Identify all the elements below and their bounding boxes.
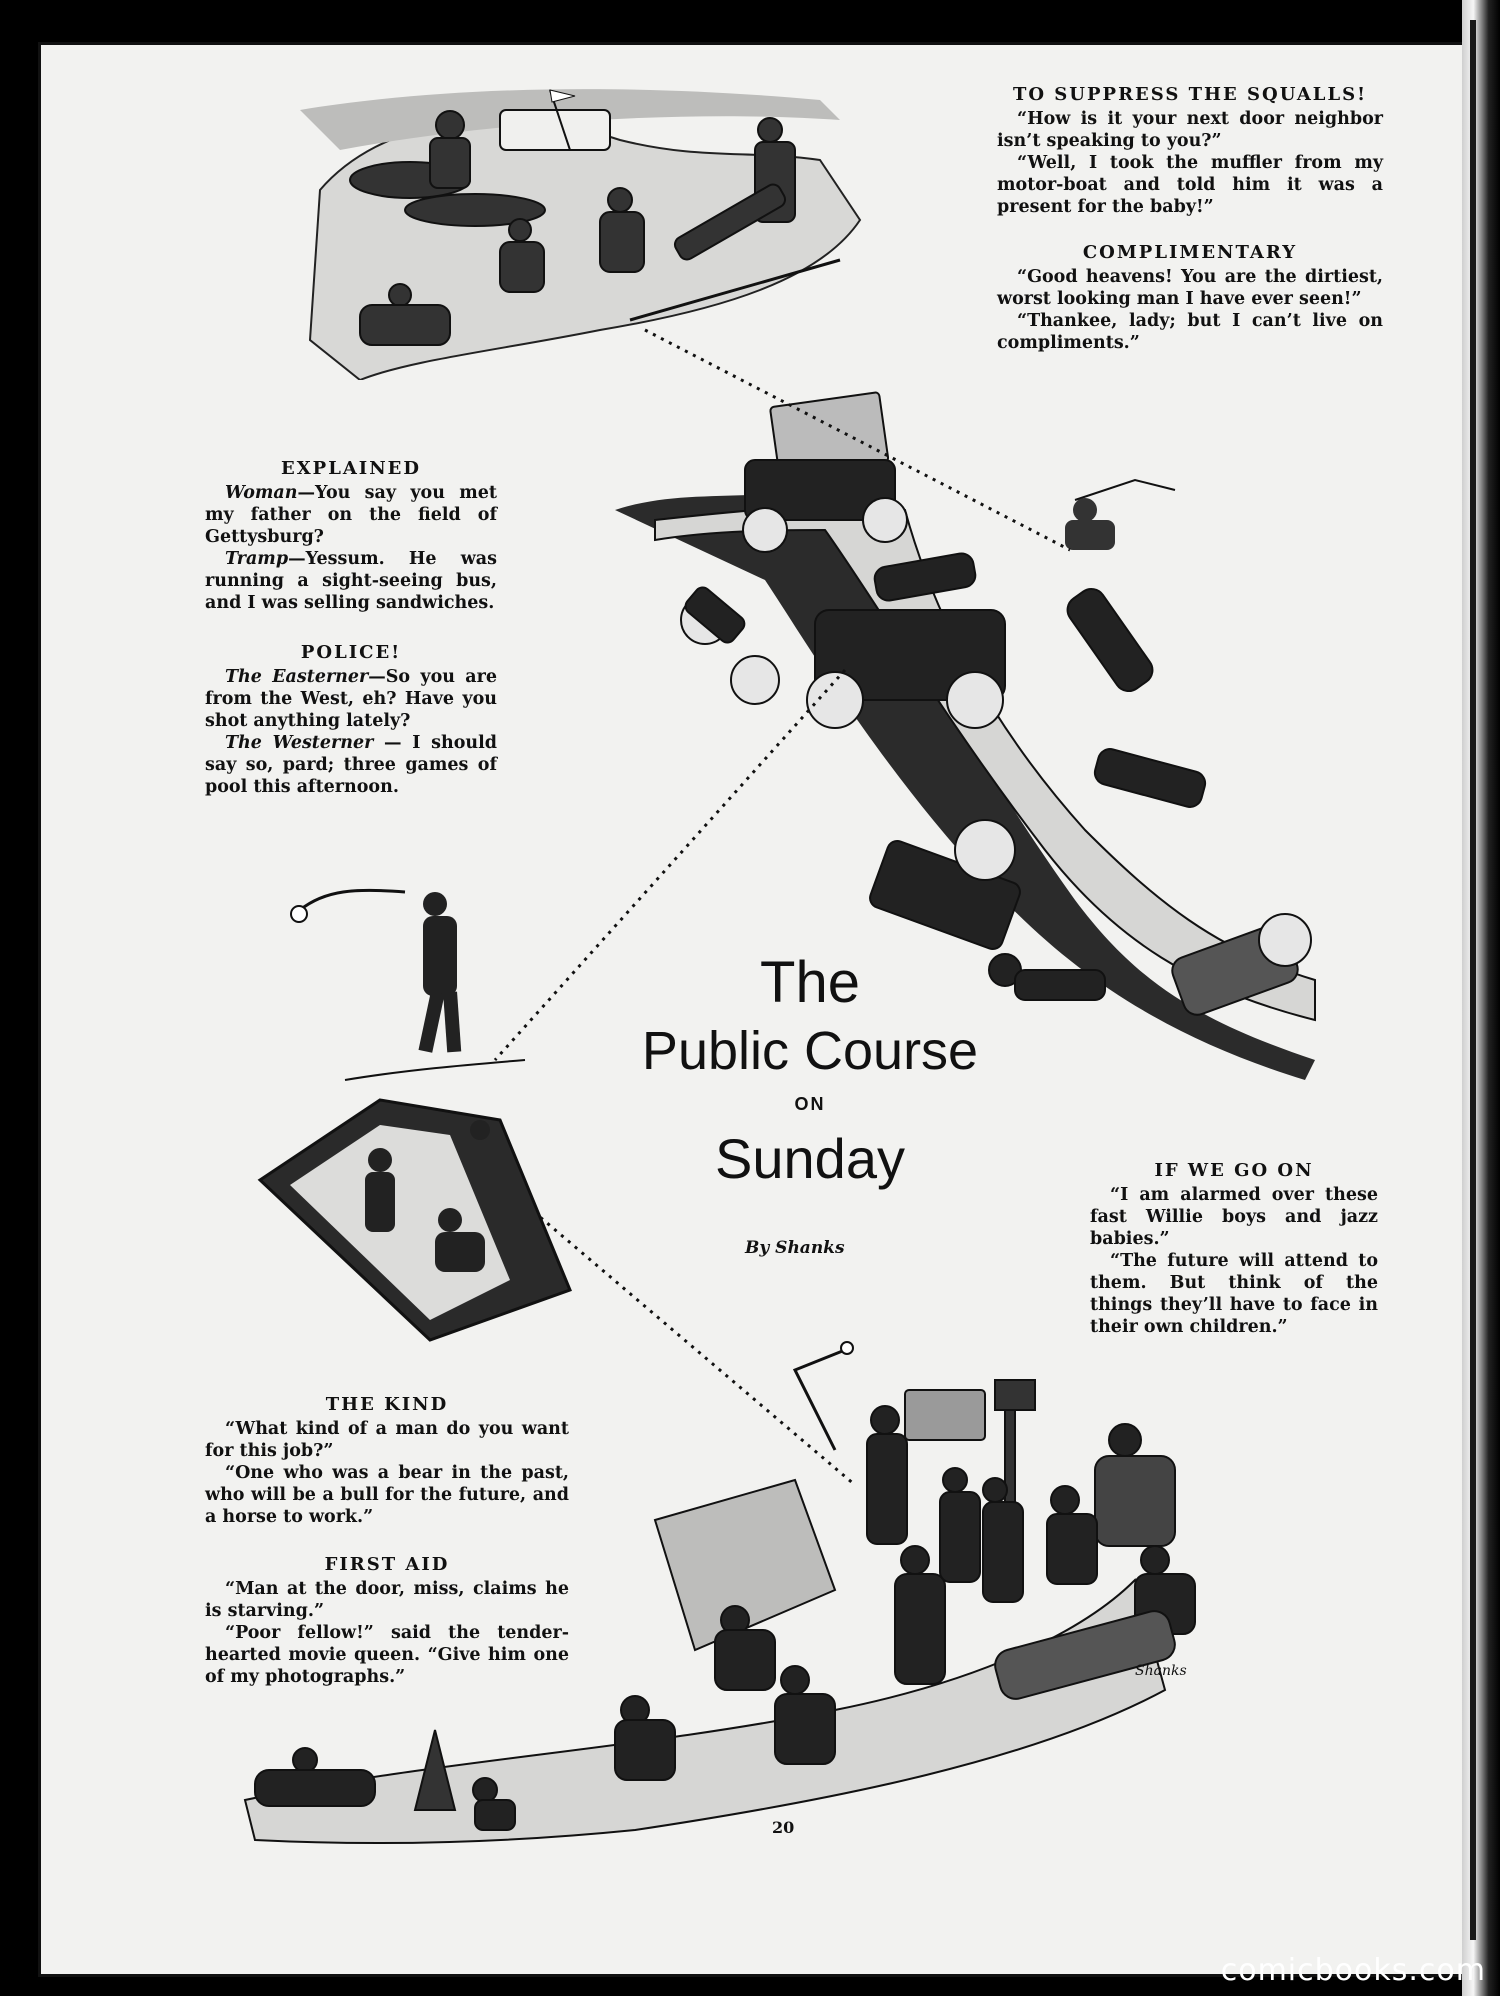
byline: By Shanks (745, 1238, 845, 1258)
artist-signature: Shanks (1135, 1663, 1187, 1679)
speaker-name: Tramp (225, 549, 289, 569)
title-line-on: ON (794, 1094, 826, 1114)
article-paragraph: “Good heavens! You are the dirtiest, worst looking man I have ever seen!” (997, 267, 1383, 309)
article-the-kind (205, 1394, 569, 1528)
article-paragraph (205, 548, 497, 614)
article-explained (205, 458, 497, 614)
title-line-sunday: Sunday (715, 1127, 905, 1190)
article-paragraph (205, 482, 497, 548)
dialogue-text: —So you are from the West, eh? Have you shot anything lately? (205, 667, 497, 731)
article-heading: IF WE GO ON (1154, 1160, 1314, 1181)
page-number: 20 (772, 1818, 795, 1837)
article-heading: COMPLIMENTARY (1082, 242, 1298, 263)
site-watermark: comicbooks.com (1220, 1953, 1486, 1988)
article-paragraph (205, 732, 497, 798)
article-complimentary (997, 242, 1383, 354)
illustration-bunker-pit (250, 1090, 590, 1350)
article-heading: TO SUPPRESS THE SQUALLS! (1012, 84, 1368, 105)
illustration-golfer-swing (285, 880, 545, 1100)
article-paragraph (205, 666, 497, 732)
article-heading: EXPLAINED (280, 458, 422, 479)
article-paragraph: “What kind of a man do you want for this job?” (205, 1419, 569, 1461)
article-paragraph: “Thankee, lady; but I can’t live on compliments.” (997, 311, 1383, 353)
speaker-name: The Easterner (225, 667, 369, 687)
article-if-we-go-on (1090, 1160, 1378, 1338)
article-paragraph: “How is it your next door neighbor isn’t speaking to you?” (997, 109, 1383, 151)
article-heading: FIRST AID (324, 1554, 450, 1575)
article-paragraph: “I am alarmed over these fast Willie boys and jazz babies.” (1090, 1185, 1378, 1249)
article-paragraph: “Man at the door, miss, claims he is starving.” (205, 1579, 569, 1621)
speaker-name: Woman (225, 483, 298, 503)
dialogue-text: —You say you met my father on the field of Gettysburg? (205, 483, 497, 547)
article-paragraph: “The future will attend to them. But think of the things they’ll have to face in their own children.” (1090, 1251, 1378, 1337)
article-heading: THE KIND (325, 1394, 449, 1415)
article-paragraph: “One who was a bear in the past, who will be a bull for the future, and a horse to work.” (205, 1463, 569, 1527)
dialogue-text: — I should say so, pard; three games of pool this afternoon. (205, 733, 497, 797)
speaker-name: The Westerner (225, 733, 374, 753)
article-paragraph: “Well, I took the muffler from my motor-boat and told him it was a present for the baby!” (997, 153, 1383, 217)
article-heading: POLICE! (300, 642, 402, 663)
title-line-the: The (760, 950, 860, 1015)
article-first-aid (205, 1554, 569, 1688)
article-suppress-squalls (997, 84, 1383, 218)
article-paragraph: “Poor fellow!” said the tender-hearted movie queen. “Give him one of my photographs.” (205, 1623, 569, 1687)
feature-title (580, 948, 1040, 1194)
title-line-public-course: Public Course (641, 1021, 979, 1081)
dialogue-text: —Yessum. He was running a sight-seeing bus, and I was selling sandwiches. (205, 549, 497, 613)
article-police (205, 642, 497, 798)
